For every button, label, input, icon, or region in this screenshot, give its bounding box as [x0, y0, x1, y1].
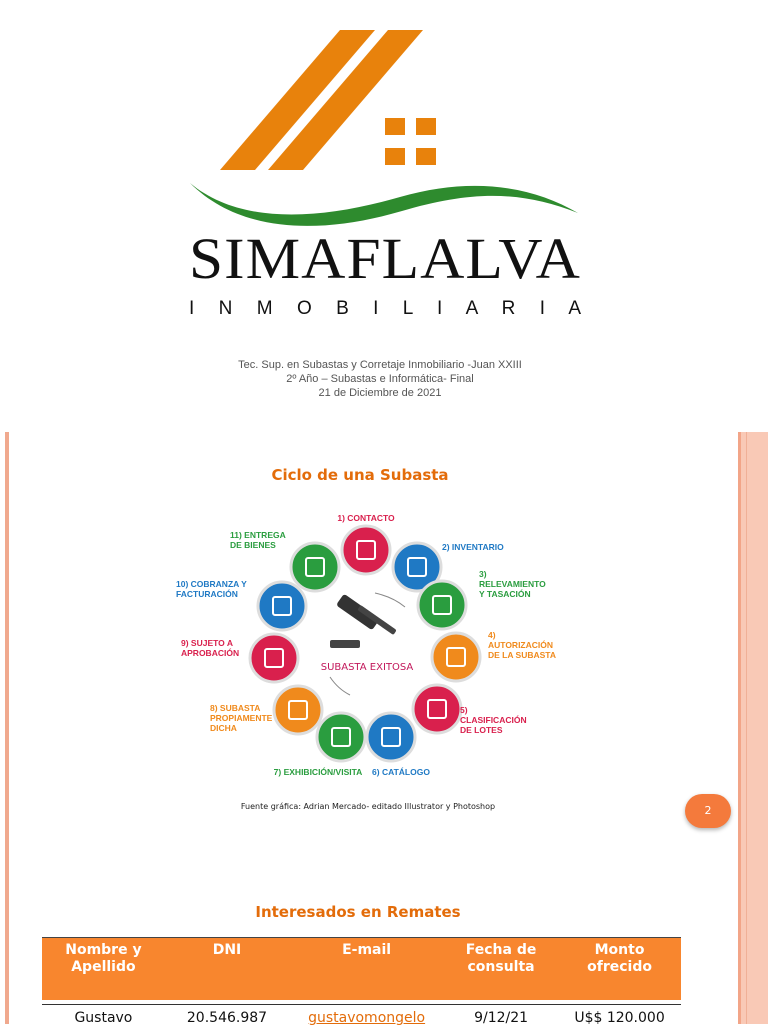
calculator-icon — [418, 581, 466, 629]
auctioneer-icon — [274, 686, 322, 734]
cell-dni: 20.546.987 — [165, 1005, 289, 1031]
slide-title: Ciclo de una Subasta — [0, 466, 720, 484]
interested-table — [42, 937, 681, 1031]
center-label: SUBASTA EXITOSA — [321, 662, 414, 673]
truck-icon — [291, 543, 339, 591]
step-label: 2) INVENTARIO — [442, 542, 504, 552]
money-icon — [258, 582, 306, 630]
window-pane — [385, 148, 405, 165]
step-label: 1) CONTACTO — [337, 513, 395, 523]
header-email: E-mail — [289, 938, 444, 1001]
cell-email — [289, 1005, 444, 1031]
right-border — [738, 432, 768, 866]
step-label: 9) SUJETO A APROBACIÓN — [181, 638, 239, 658]
left-border — [5, 866, 9, 1024]
brand-name: SIMAFLALVA — [189, 226, 581, 291]
step-label: 11) ENTREGA DE BIENES — [230, 530, 286, 550]
cycle-arrow — [375, 593, 405, 607]
book-icon — [367, 713, 415, 761]
page-interested — [0, 866, 768, 1024]
cover-info — [0, 358, 760, 400]
auction-cycle-diagram — [170, 505, 580, 785]
course-line: Tec. Sup. en Subastas y Corretaje Inmobiliario -Juan XXIII — [0, 358, 760, 372]
cell-amount: U$$ 120.000 — [558, 1005, 681, 1031]
window-pane — [416, 118, 436, 135]
step-label: 6) CATÁLOGO — [372, 767, 430, 777]
table-row — [42, 1005, 681, 1031]
step-label: 4) AUTORIZACIÓN DE LA SUBASTA — [488, 630, 556, 660]
brand-sub: I N M O B I L I A R I A — [189, 298, 581, 319]
header-name: Nombre y Apellido — [42, 938, 165, 1001]
step-label: 5) CLASIFICACIÓN DE LOTES — [460, 705, 527, 735]
car-icon — [317, 713, 365, 761]
page-title: Interesados en Remates — [0, 903, 716, 921]
header-dni: DNI — [165, 938, 289, 1001]
company-logo — [180, 25, 590, 325]
window-pane — [385, 118, 405, 135]
gavel-icon — [330, 594, 397, 648]
right-border — [738, 866, 768, 1024]
header-amount: Monto ofrecido — [558, 938, 681, 1001]
cycle-arrow — [330, 677, 350, 695]
table-header-row — [42, 938, 681, 1001]
green-swoosh — [190, 183, 578, 226]
left-border — [5, 432, 9, 866]
document-check-icon — [250, 634, 298, 682]
step-label: 10) COBRANZA Y FACTURACIÓN — [176, 579, 247, 599]
camera-icon — [413, 685, 461, 733]
date-line: 21 de Diciembre de 2021 — [0, 386, 760, 400]
step-label: 8) SUBASTA PROPIAMENTE DICHA — [210, 703, 273, 733]
phone-icon — [342, 526, 390, 574]
step-label: 3) RELEVAMIENTO Y TASACIÓN — [479, 569, 546, 599]
page-number-badge[interactable]: 2 — [685, 794, 731, 828]
cover-page — [0, 0, 768, 432]
step-label: 7) EXHIBICIÓN/VISITA — [274, 766, 363, 777]
header-date: Fecha de consulta — [444, 938, 558, 1001]
source-caption: Fuente gráfica: Adrian Mercado- editado Illustrator y Photoshop — [0, 802, 736, 811]
email-link[interactable]: gustavomongelo — [308, 1010, 425, 1026]
year-line: 2º Año – Subastas e Informática- Final — [0, 372, 760, 386]
window-pane — [416, 148, 436, 165]
cell-date: 9/12/21 — [444, 1005, 558, 1031]
cell-name: Gustavo — [42, 1005, 165, 1031]
handshake-icon — [432, 633, 480, 681]
